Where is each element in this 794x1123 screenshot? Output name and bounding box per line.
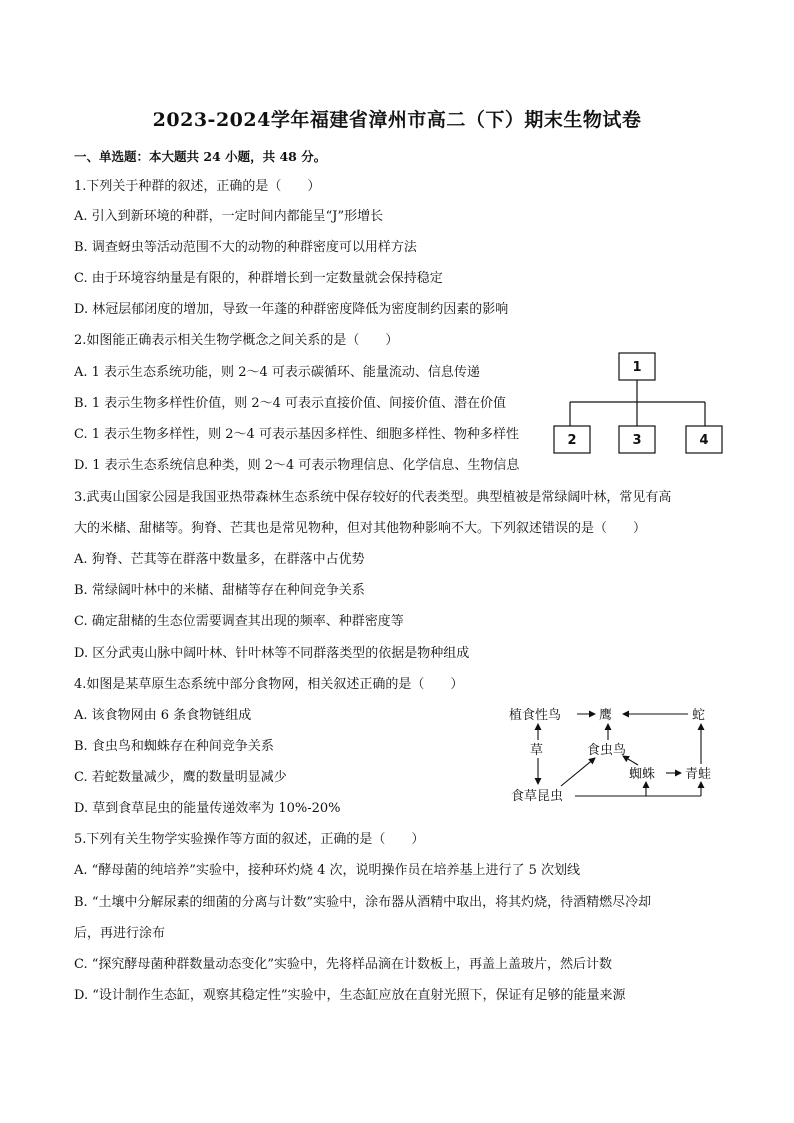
diagram-label-1: 1: [632, 360, 642, 375]
q5-option-c: C. “探究酵母菌种群数量动态变化”实验中，先将样品滴在计数板上，再盖上盖玻片，然后计数: [74, 957, 613, 972]
q2-option-a: A. 1 表示生态系统功能，则 2～4 可表示碳循环、能量流动、信息传递: [74, 365, 480, 380]
q3-option-d: D. 区分武夷山脉中阔叶林、针叶林等不同群落类型的依据是物种组成: [74, 646, 470, 661]
q1-option-a: A. 引入到新环境的种群，一定时间内都能呈“J”形增长: [74, 209, 384, 224]
q2-option-d: D. 1 表示生态系统信息种类，则 2～4 可表示物理信息、化学信息、生物信息: [74, 458, 520, 473]
node-herbivorous-insect: 食草昆虫: [511, 789, 564, 804]
node-spider: 蜘蛛: [629, 767, 656, 782]
page-title: 2023-2024学年福建省漳州市高二（下）期末生物试卷: [152, 109, 642, 131]
q1-option-d: D. 林冠层郁闭度的增加，导致一年蓬的种群密度降低为密度制约因素的影响: [74, 302, 509, 317]
section-heading: 一、单选题：本大题共 24 小题，共 48 分。: [74, 149, 327, 164]
q5-option-b-line1: B. “土壤中分解尿素的细菌的分离与计数”实验中，涂布器从酒精中取出，将其灼烧，待酒精燃尽冷却: [74, 895, 652, 910]
q2-stem: 2.如图能正确表示相关生物学概念之间关系的是（ ）: [74, 333, 399, 348]
q3-stem-line1: 3.武夷山国家公园是我国亚热带森林生态系统中保存较好的代表类型。典型植被是常绿阔叶林，常见有高: [74, 490, 672, 505]
q3-stem-line2: 大的米槠、甜槠等。狗脊、芒萁也是常见物种，但对其他物种影响不大。下列叙述错误的是（ ）: [74, 521, 647, 536]
q1-option-c: C. 由于环境容纳量是有限的，种群增长到一定数量就会保持稳定: [74, 271, 443, 286]
node-frog: 青蛙: [685, 767, 712, 782]
q1-stem: 1.下列关于种群的叙述，正确的是（ ）: [74, 179, 321, 194]
q4-option-d: D. 草到食草昆虫的能量传递效率为 10%-20%: [74, 801, 341, 816]
node-insectivorous-bird: 食虫鸟: [587, 743, 627, 758]
node-snake: 蛇: [692, 708, 706, 723]
q4-stem: 4.如图是某草原生态系统中部分食物网，相关叙述正确的是（ ）: [74, 677, 464, 692]
food-web-diagram: [505, 700, 730, 808]
q2-option-c: C. 1 表示生物多样性，则 2～4 可表示基因多样性、细胞多样性、物种多样性: [74, 427, 519, 442]
concept-hierarchy-diagram: [550, 350, 730, 455]
q4-option-c: C. 若蛇数量减少，鹰的数量明显减少: [74, 770, 287, 785]
node-eagle: 鹰: [599, 708, 613, 723]
diagram-label-3: 3: [632, 433, 642, 448]
q3-option-c: C. 确定甜槠的生态位需要调查其出现的频率、种群密度等: [74, 614, 404, 629]
diagram-label-4: 4: [699, 433, 709, 448]
q3-option-a: A. 狗脊、芒萁等在群落中数量多，在群落中占优势: [74, 552, 365, 567]
node-grass: 草: [530, 743, 544, 758]
diagram-label-2: 2: [567, 433, 577, 448]
q5-option-a: A. “酵母菌的纯培养”实验中，接种环灼烧 4 次，说明操作员在培养基上进行了 5 次划线: [74, 863, 581, 878]
q1-option-b: B. 调查蚜虫等活动范围不大的动物的种群密度可以用样方法: [74, 240, 417, 255]
q5-option-b-line2: 后，再进行涂布: [74, 926, 166, 941]
q4-option-a: A. 该食物网由 6 条食物链组成: [74, 708, 252, 723]
q3-option-b: B. 常绿阔叶林中的米槠、甜槠等存在种间竞争关系: [74, 583, 365, 598]
q5-option-d: D. “设计制作生态缸，观察其稳定性”实验中，生态缸应放在直射光照下，保证有足够的能量来源: [74, 988, 626, 1003]
q5-stem: 5.下列有关生物学实验操作等方面的叙述，正确的是（ ）: [74, 832, 425, 847]
q2-option-b: B. 1 表示生物多样性价值，则 2～4 可表示直接价值、间接价值、潜在价值: [74, 396, 507, 411]
node-herbivorous-bird: 植食性鸟: [509, 708, 562, 723]
q4-option-b: B. 食虫鸟和蜘蛛存在种间竞争关系: [74, 739, 274, 754]
